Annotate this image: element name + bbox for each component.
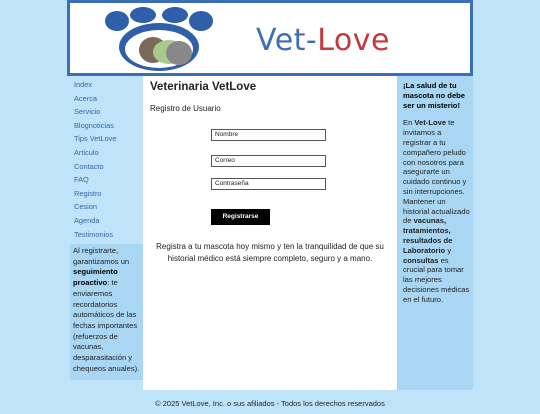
page	[67, 0, 473, 408]
site-footer: © 2025 VetLove, Inc. o sus afiliados - Todos los derechos reservados	[67, 394, 473, 405]
right-bold-3: consultas	[403, 255, 439, 265]
password-input[interactable]: Contraseña	[211, 178, 326, 190]
note-text-1: Al registrarte, garantizamos un	[73, 246, 130, 266]
brand-part-love: Love	[317, 23, 391, 58]
nav-item-tips[interactable]: Tips VetLove	[74, 134, 117, 144]
nav-item-faq[interactable]: FAQ	[74, 175, 89, 185]
paw-logo-icon	[103, 7, 215, 73]
right-text-1: En	[403, 118, 415, 128]
note-text-2: : te enviaremos recordatorios automáticos de las fechas importantes (refuerzos de vacunas, desparasitación y chequeos anuales).	[73, 278, 140, 373]
main-nav	[67, 76, 143, 241]
nav-item-blognoticias[interactable]: Blognoticias	[74, 120, 114, 130]
name-input[interactable]: Nombre	[211, 129, 326, 141]
right-bold-1: Vet-Love	[414, 118, 447, 128]
email-input[interactable]: Correo	[211, 155, 326, 167]
register-button[interactable]: Registrarse	[211, 209, 270, 225]
nav-item-testimonios[interactable]: Testimonios	[74, 229, 114, 239]
promo-text: Registra a tu mascota hoy mismo y ten la tranquilidad de que su historial médico está siempre completo, seguro y a mano.	[156, 242, 384, 263]
right-body	[403, 118, 470, 304]
form-subtitle: Registro de Usuario	[150, 104, 221, 113]
right-text-4: es crucial para tomar las mejores decisiones médicas en el futuro.	[403, 255, 470, 304]
right-bold-2: vacunas, tratamientos, resultados de Laboratorio	[403, 216, 453, 255]
right-sidebar	[397, 76, 473, 390]
nav-item-agenda[interactable]: Agenda	[74, 215, 100, 225]
main-content	[143, 76, 397, 390]
page-title: Veterinaria VetLove	[150, 81, 257, 93]
right-text-3: y	[445, 245, 452, 255]
right-title: ¡La salud de tu mascota no debe ser un misterio!	[403, 81, 466, 110]
registration-benefit-note	[70, 244, 146, 380]
brand-wordmark	[256, 23, 390, 58]
nav-item-registro[interactable]: Registro	[74, 188, 102, 198]
nav-item-articulo[interactable]: Articulo	[74, 147, 99, 157]
site-header	[67, 0, 473, 76]
brand-part-vet: Vet-	[256, 23, 318, 58]
right-text-2: te invitamos a registrar a tu compañero peludo con nosotros para asegurarte un cuidado continuo y sin interrupciones. Mantener un historial actualizado de	[403, 118, 470, 226]
nav-item-index[interactable]: Index	[74, 80, 93, 89]
nav-item-acerca[interactable]: Acerca	[74, 93, 98, 103]
left-sidebar	[67, 76, 143, 390]
nav-item-servicio[interactable]: Servicio	[74, 107, 101, 117]
nav-item-cesion[interactable]: Cesion	[74, 202, 98, 212]
note-bold-1: seguimiento proactivo	[73, 267, 118, 288]
nav-item-contacto[interactable]: Contacto	[74, 161, 104, 171]
